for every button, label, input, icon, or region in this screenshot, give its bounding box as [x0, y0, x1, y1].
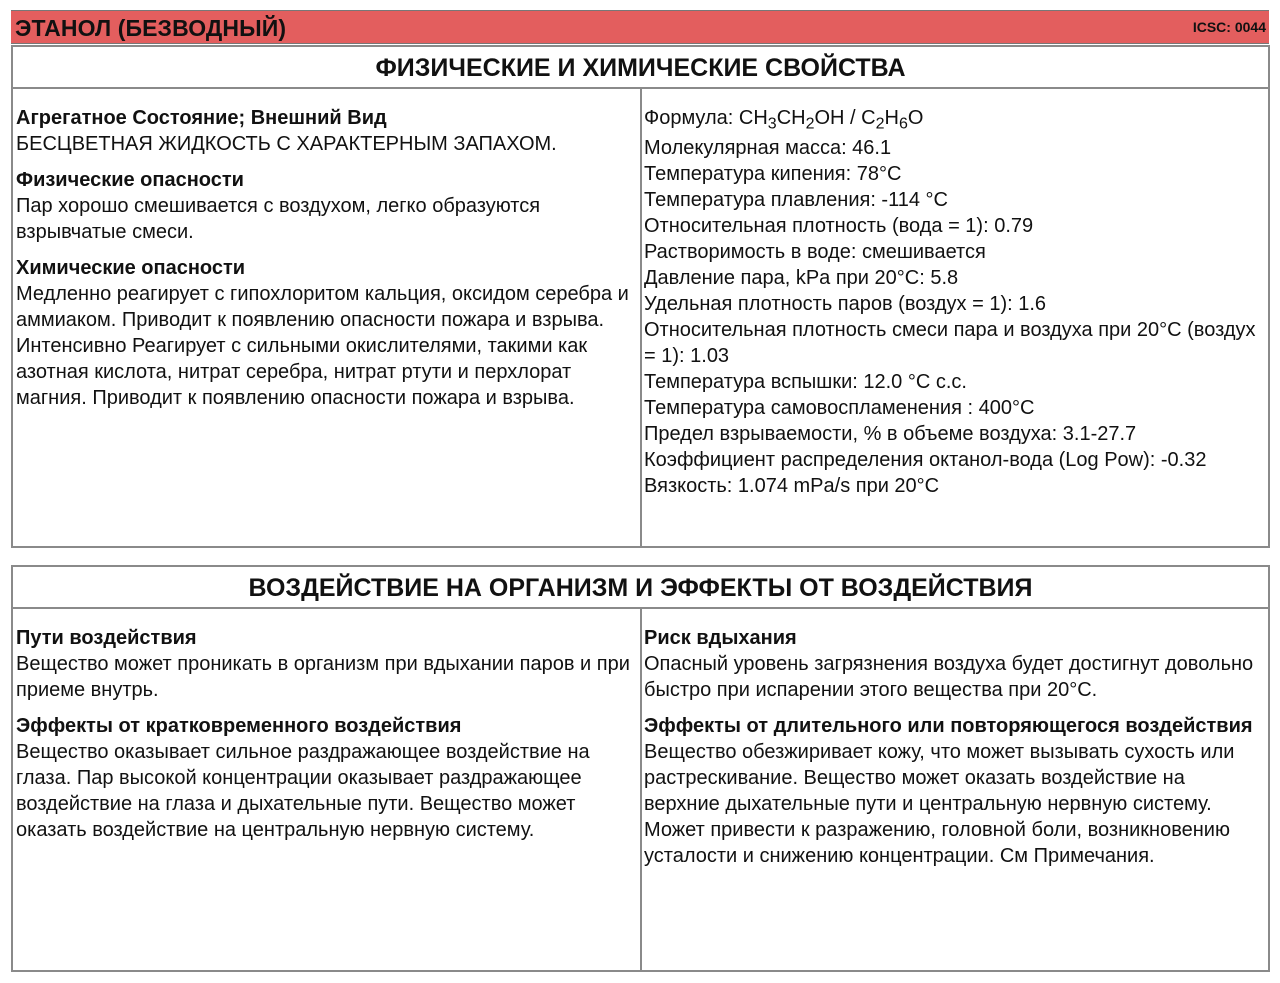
- physical-hazards-text: Пар хорошо смешивается с воздухом, легко образуются взрывчатые смеси.: [16, 195, 541, 243]
- vapour-air-mixture-density: Относительная плотность смеси пара и воздуха при 20°C (воздух = 1): 1.03: [644, 319, 1256, 367]
- water-solubility: Растворимость в воде: смешивается: [644, 241, 986, 263]
- routes-of-exposure-block: [16, 625, 636, 703]
- long-term-effects-title: Эффекты от длительного или повторяющегося воздействия: [644, 715, 1253, 737]
- formula-part: OH / C: [814, 107, 876, 129]
- inhalation-risk-block: [644, 625, 1264, 703]
- exposure-left-column: [16, 625, 636, 853]
- formula-part: O: [907, 107, 924, 129]
- formula-subscript: 3: [767, 115, 777, 133]
- formula-part: CH: [738, 107, 768, 129]
- column-divider: [640, 609, 642, 970]
- physical-chemical-section: [11, 45, 1270, 548]
- viscosity: Вязкость: 1.074 mPa/s при 20°C: [644, 475, 940, 497]
- exposure-right-column: [644, 625, 1264, 879]
- physical-hazards-block: [16, 167, 636, 245]
- chemical-hazards-block: [16, 255, 636, 411]
- formula-label: Формула:: [644, 107, 739, 129]
- exposure-heading: ВОЗДЕЙСТВИЕ НА ОРГАНИЗМ И ЭФФЕКТЫ ОТ ВОЗДЕЙСТВИЯ: [13, 567, 1268, 609]
- appearance-title: Агрегатное Состояние; Внешний Вид: [16, 107, 387, 129]
- flash-point: Температура вспышки: 12.0 °C c.c.: [644, 371, 967, 393]
- title-bar: [11, 10, 1269, 44]
- vapour-pressure: Давление пара, kPa при 20°C: 5.8: [644, 267, 959, 289]
- physical-chemical-left-column: [16, 105, 636, 421]
- long-term-effects-block: [644, 713, 1264, 869]
- short-term-effects-title: Эффекты от кратковременного воздействия: [16, 715, 462, 737]
- formula-line: [644, 105, 1264, 131]
- chemical-hazards-text: Медленно реагирует с гипохлоритом кальция, оксидом серебра и аммиаком. Приводит к появлению опасности пожара и взрыва. Интенсивно Реагирует с сильными окислителями, такими как азотная кислота, нитрат серебра, нитрат ртути и перхлорат магния. Приводит к появлению опасности пожара и взрыва.: [16, 283, 629, 409]
- molecular-mass: Молекулярная масса: 46.1: [644, 137, 892, 159]
- relative-density: Относительная плотность (вода = 1): 0.79: [644, 215, 1034, 237]
- formula-part: H: [884, 107, 899, 129]
- formula-subscript: 2: [805, 115, 815, 133]
- appearance-block: [16, 105, 636, 157]
- formula-part: CH: [776, 107, 806, 129]
- physical-hazards-title: Физические опасности: [16, 169, 244, 191]
- properties-column: [644, 105, 1264, 499]
- inhalation-risk-title: Риск вдыхания: [644, 627, 797, 649]
- long-term-effects-text: Вещество обезжиривает кожу, что может вызывать сухость или растрескивание. Вещество может оказать воздействие на верхние дыхательные пути и центральную нервную систему. Может привести к разражению, головной боли, возникновению усталости и снижению концентрации. См Примечания.: [644, 741, 1235, 867]
- short-term-effects-text: Вещество оказывает сильное раздражающее воздействие на глаза. Пар высокой концентрации оказывает раздражающее воздействие на глаза и дыхательные пути. Вещество может оказать воздействие на центральную нервную систему.: [16, 741, 590, 841]
- exposure-section: [11, 565, 1270, 972]
- physical-chemical-heading: ФИЗИЧЕСКИЕ И ХИМИЧЕСКИЕ СВОЙСТВА: [13, 47, 1268, 89]
- log-pow: Коэффициент распределения октанол-вода (Log Pow): -0.32: [644, 449, 1207, 471]
- appearance-text: БЕСЦВЕТНАЯ ЖИДКОСТЬ С ХАРАКТЕРНЫМ ЗАПАХОМ.: [16, 133, 557, 155]
- substance-title: ЭТАНОЛ (БЕЗВОДНЫЙ): [15, 15, 287, 41]
- chemical-hazards-title: Химические опасности: [16, 257, 246, 279]
- inhalation-risk-text: Опасный уровень загрязнения воздуха будет достигнут довольно быстро при испарении этого вещества при 20°C.: [644, 653, 1254, 701]
- melting-point: Температура плавления: -114 °C: [644, 189, 948, 211]
- routes-of-exposure-text: Вещество может проникать в организм при вдыхании паров и при приеме внутрь.: [16, 653, 630, 701]
- icsc-code: ICSC: 0044: [1192, 19, 1266, 35]
- vapour-density: Удельная плотность паров (воздух = 1): 1.6: [644, 293, 1047, 315]
- explosive-limits: Предел взрываемости, % в объеме воздуха: 3.1-27.7: [644, 423, 1137, 445]
- boiling-point: Температура кипения: 78°C: [644, 163, 902, 185]
- formula-subscript: 6: [898, 115, 908, 133]
- column-divider: [640, 89, 642, 546]
- auto-ignition-temperature: Температура самовоспламенения : 400°C: [644, 397, 1035, 419]
- short-term-effects-block: [16, 713, 636, 843]
- routes-of-exposure-title: Пути воздействия: [16, 627, 197, 649]
- formula-subscript: 2: [875, 115, 885, 133]
